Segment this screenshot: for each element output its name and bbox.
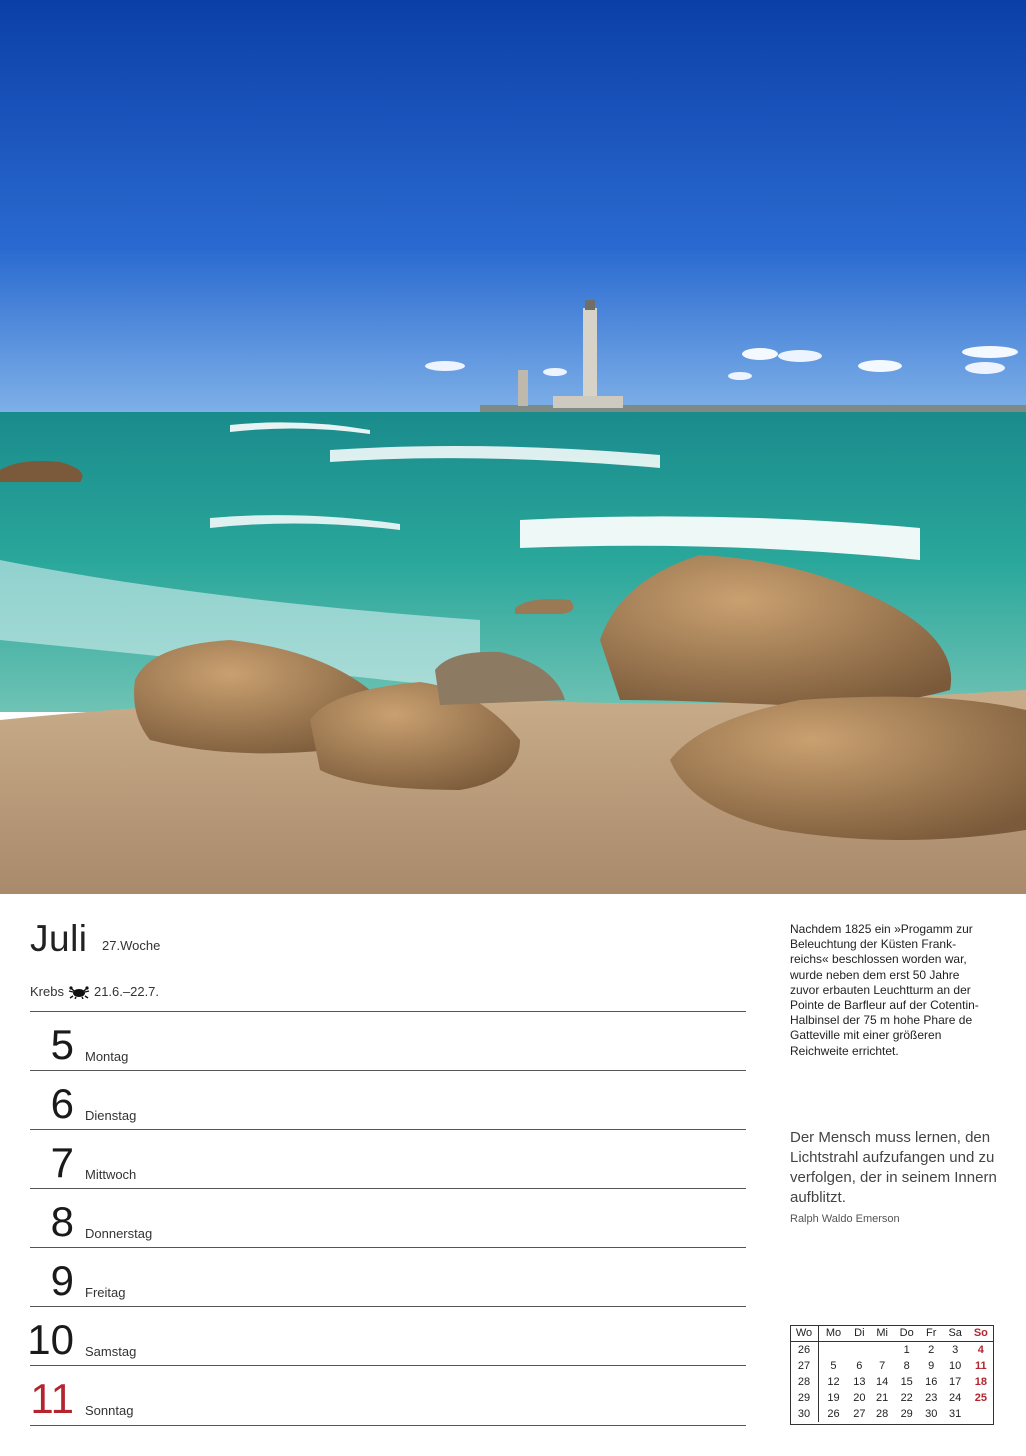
mini-calendar-header-cell: Wo (790, 1325, 819, 1342)
mini-calendar-row (790, 1406, 994, 1422)
info-text: Nachdem 1825 ein »Progamm zur Beleuchtung der Küsten Frankreichs« beschlossen worden war, wurde neben dem erst 50 Jahre zuvor erbauten Leuchtturm an der Pointe de Barfleur auf der Cotentin-Halbinsel der 75 m hohe Phare de Gatteville mit einer größeren Reichweite errichtet. (790, 922, 979, 1058)
mini-calendar-cell: 10 (949, 1360, 962, 1372)
mini-calendar-cell: 23 (925, 1392, 938, 1404)
mini-calendar-cell (871, 1342, 894, 1359)
day-row[interactable] (30, 1070, 746, 1130)
mini-calendar-cell: 19 (827, 1392, 840, 1404)
mini-calendar-cell: 17 (949, 1376, 962, 1388)
day-name: Freitag (85, 1285, 126, 1300)
day-name: Mittwoch (85, 1167, 137, 1182)
day-number: 9 (50, 1257, 74, 1304)
mini-calendar-cell: 14 (876, 1376, 889, 1388)
mini-calendar-cell: 22 (900, 1392, 913, 1404)
mini-calendar-cell: 1 (903, 1344, 910, 1356)
mini-calendar-header-cell: So (968, 1325, 994, 1342)
zodiac-info (30, 984, 159, 999)
mini-calendar-cell: 6 (856, 1360, 863, 1372)
day-row[interactable] (30, 1129, 746, 1189)
mini-calendar-cell: 25 (974, 1392, 987, 1404)
day-number: 10 (27, 1316, 74, 1363)
mini-calendar-cell: 24 (949, 1392, 962, 1404)
mini-calendar-cell: 27 (853, 1408, 866, 1420)
mini-calendar-header-cell: Fr (920, 1325, 943, 1342)
day-name: Donnerstag (85, 1226, 153, 1241)
mini-calendar-cell: 30 (790, 1406, 819, 1422)
day-number: 8 (50, 1198, 74, 1245)
mini-calendar-header-cell: Mo (819, 1325, 848, 1342)
day-number: 7 (50, 1139, 74, 1186)
mini-calendar-row (790, 1374, 994, 1390)
mini-calendar-header-cell: Do (894, 1325, 920, 1342)
day-number: 6 (50, 1080, 74, 1127)
month-title: Juli (30, 918, 88, 959)
day-row[interactable] (30, 1247, 746, 1307)
day-row[interactable] (30, 1188, 746, 1248)
mini-calendar-row (790, 1390, 994, 1406)
mini-calendar-cell: 4 (977, 1344, 984, 1356)
mini-calendar-cell: 12 (827, 1376, 840, 1388)
crab-icon (68, 985, 90, 999)
mini-calendar-cell: 28 (876, 1408, 889, 1420)
mini-calendar-cell: 5 (830, 1360, 837, 1372)
mini-calendar-row (790, 1342, 994, 1359)
mini-calendar-cell (819, 1342, 848, 1359)
week-label: 27.Woche (102, 938, 161, 953)
moon-phase-icon (90, 1315, 102, 1331)
mini-calendar-cell: 16 (925, 1376, 938, 1388)
day-row[interactable] (27, 1306, 746, 1366)
day-number: 5 (50, 1021, 74, 1068)
mini-calendar-cell: 7 (879, 1360, 886, 1372)
mini-calendar (790, 1325, 994, 1422)
mini-calendar-cell: 29 (790, 1390, 819, 1406)
mini-calendar-cell: 21 (876, 1392, 889, 1404)
mini-calendar-cell (968, 1406, 994, 1422)
mini-calendar-cell: 9 (928, 1360, 935, 1372)
mini-calendar-header-cell: Sa (943, 1325, 968, 1342)
mini-calendar-cell: 26 (790, 1342, 819, 1359)
quote-text: Der Mensch muss lernen, den Lichtstrahl aufzufangen und zu verfolgen, der in seinem Innern aufblitzt. (790, 1129, 997, 1206)
mini-calendar-cell: 8 (903, 1360, 910, 1372)
mini-calendar-row (790, 1358, 994, 1374)
mini-calendar-cell: 30 (925, 1408, 938, 1420)
mini-calendar-cell: 2 (928, 1344, 935, 1356)
quote-author: Ralph Waldo Emerson (790, 1213, 900, 1225)
mini-calendar-cell: 27 (790, 1358, 819, 1374)
day-name: Sonntag (85, 1403, 134, 1418)
mini-calendar-header-cell: Mi (871, 1325, 894, 1342)
mini-calendar-cell: 28 (790, 1374, 819, 1390)
day-name: Dienstag (85, 1108, 137, 1123)
day-name: Montag (85, 1049, 129, 1064)
mini-calendar-cell: 15 (900, 1376, 913, 1388)
mini-calendar-cell: 20 (853, 1392, 866, 1404)
day-row[interactable] (30, 1365, 746, 1425)
day-row[interactable] (30, 1011, 746, 1071)
day-name: Samstag (85, 1344, 137, 1359)
zodiac-name: Krebs (30, 984, 64, 999)
mini-calendar-cell (848, 1342, 871, 1359)
mini-calendar-cell: 13 (853, 1376, 866, 1388)
mini-calendar-header (790, 1325, 994, 1342)
mini-calendar-cell: 3 (952, 1344, 959, 1356)
mini-calendar-cell: 26 (827, 1408, 840, 1420)
mini-calendar-header-cell: Di (848, 1325, 871, 1342)
mini-calendar-cell: 18 (974, 1376, 987, 1388)
divider (30, 1425, 746, 1426)
zodiac-range: 21.6.–22.7. (93, 984, 160, 999)
day-number: 11 (30, 1375, 74, 1422)
mini-calendar-cell: 11 (975, 1360, 987, 1372)
mini-calendar-cell: 29 (900, 1408, 913, 1420)
mini-calendar-cell: 31 (949, 1408, 962, 1420)
